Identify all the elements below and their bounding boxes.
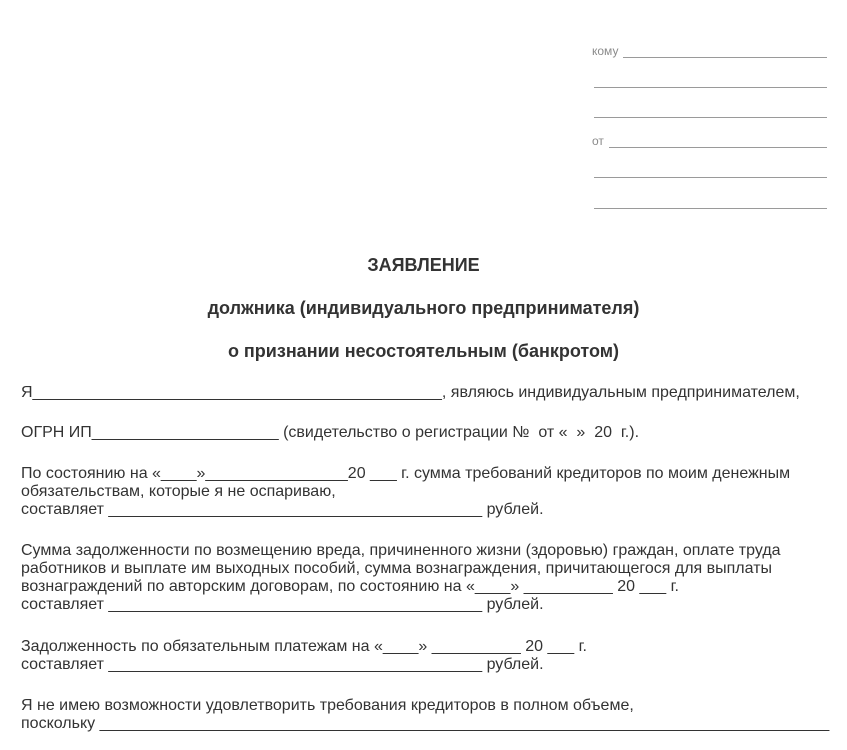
from-line-3 <box>594 208 827 209</box>
to-line-3 <box>594 117 827 118</box>
body-line: составляет __________________________________________ рублей. <box>21 656 544 673</box>
body-line: работников и выплате им выходных пособий, сумма вознаграждения, причитающегося для выплаты <box>21 560 773 577</box>
to-line-2 <box>594 87 827 88</box>
from-line-2 <box>594 177 827 178</box>
body-line: Сумма задолженности по возмещению вреда, причиненного жизни (здоровью) граждан, оплате труда <box>21 542 781 559</box>
body-line: поскольку __________________________________________________________________________________ <box>21 715 830 732</box>
body-line: Задолженность по обязательным платежам на «____» __________ 20 ___ г. <box>21 638 587 655</box>
from-label: от <box>592 134 604 148</box>
body-line: составляет __________________________________________ рублей. <box>21 596 544 613</box>
to-line-1 <box>623 57 827 58</box>
body-line: вознаграждений по авторским договорам, по состоянию на «____» __________ 20 ___ г. <box>21 578 679 595</box>
body-line: По состоянию на «____»________________20 ___ г. сумма требований кредиторов по моим денежным <box>21 465 791 482</box>
body-line: Я______________________________________________, являюсь индивидуальным предпринимателем, <box>21 384 800 401</box>
document-title: ЗАЯВЛЕНИЕ <box>367 255 480 275</box>
body-line: Я не имею возможности удовлетворить требования кредиторов в полном объеме, <box>21 697 634 714</box>
to-label: кому <box>592 44 619 58</box>
body-line: ОГРН ИП_____________________ (свидетельство о регистрации № от « » 20 г.). <box>21 424 640 441</box>
from-line-1 <box>609 147 827 148</box>
document-subtitle-2: о признании несостоятельным (банкротом) <box>227 341 620 361</box>
body-line: составляет __________________________________________ рублей. <box>21 501 544 518</box>
body-line: обязательствам, которые я не оспариваю, <box>21 483 336 500</box>
document-subtitle: должника (индивидуального предпринимателя) <box>207 298 640 318</box>
